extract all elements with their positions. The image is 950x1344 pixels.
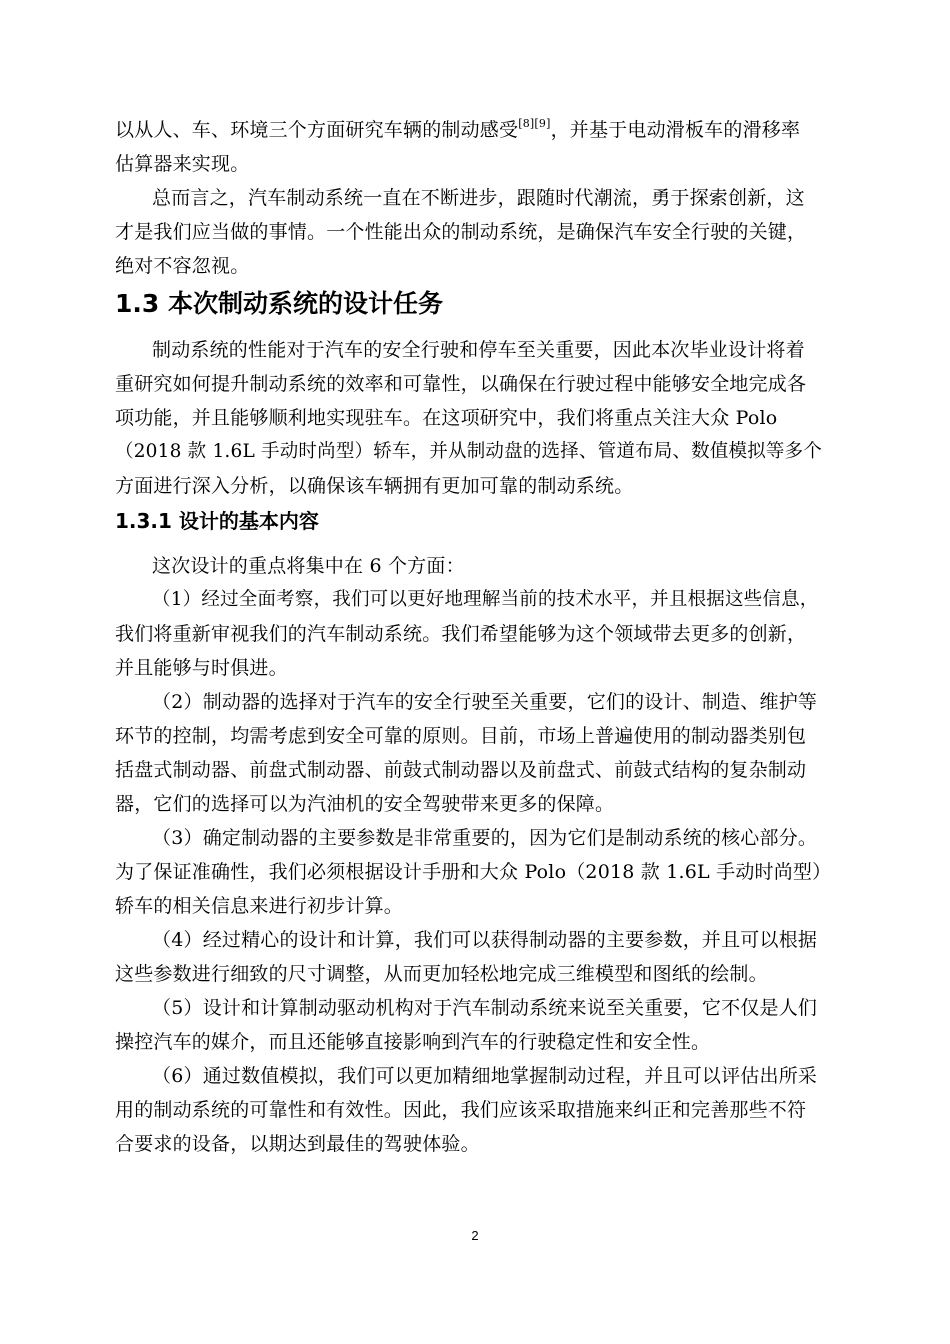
list-item-line: （3）确定制动器的主要参数是非常重要的，因为它们是制动系统的核心部分。 <box>152 827 818 849</box>
list-item-line: 器，它们的选择可以为汽油机的安全驾驶带来更多的保障。 <box>115 793 615 815</box>
paragraph-line: 估算器来实现。 <box>115 153 250 175</box>
paragraph-line: 总而言之，汽车制动系统一直在不断进步，跟随时代潮流，勇于探索创新，这 <box>152 187 805 209</box>
list-item-line: （2）制动器的选择对于汽车的安全行驶至关重要，它们的设计、制造、维护等 <box>152 691 818 713</box>
text-run: ，并基于电动滑板车的滑移率 <box>550 119 801 141</box>
list-item-line: 并且能够与时俱进。 <box>115 657 288 679</box>
paragraph-line: 绝对不容忽视。 <box>115 255 250 277</box>
list-item-line: 为了保证准确性，我们必须根据设计手册和大众 Polo（2018 款 1.6L 手动时尚型） <box>115 861 832 883</box>
list-item-line: 我们将重新审视我们的汽车制动系统。我们希望能够为这个领域带去更多的创新， <box>115 623 807 645</box>
list-item-line: 括盘式制动器、前盘式制动器、前鼓式制动器以及前盘式、前鼓式结构的复杂制动 <box>115 759 807 781</box>
list-item-line: （6）通过数值模拟，我们可以更加精细地掌握制动过程，并且可以评估出所采 <box>152 1065 818 1087</box>
list-item-line: （5）设计和计算制动驱动机构对于汽车制动系统来说至关重要，它不仅是人们 <box>152 997 818 1019</box>
page-number: 2 <box>471 1228 479 1243</box>
list-item-line: 用的制动系统的可靠性和有效性。因此，我们应该采取措施来纠正和完善那些不符 <box>115 1099 807 1121</box>
list-item-line: 这些参数进行细致的尺寸调整，从而更加轻松地完成三维模型和图纸的绘制。 <box>115 963 768 985</box>
text-run: 以从人、车、环境三个方面研究车辆的制动感受 <box>115 119 519 141</box>
paragraph-line: 这次设计的重点将集中在 6 个方面： <box>152 555 465 577</box>
list-item-line: （1）经过全面考察，我们可以更好地理解当前的技术水平，并且根据这些信息， <box>152 589 819 610</box>
citation-reference[interactable]: [8][9] <box>518 117 551 130</box>
list-item-line: 合要求的设备，以期达到最佳的驾驶体验。 <box>115 1133 480 1155</box>
section-heading: 1.3 本次制动系统的设计任务 <box>115 289 443 318</box>
list-item-line: 操控汽车的媒介，而且还能够直接影响到汽车的行驶稳定性和安全性。 <box>115 1031 711 1053</box>
paragraph-line: 项功能，并且能够顺利地实现驻车。在这项研究中，我们将重点关注大众 Polo <box>115 407 778 429</box>
paragraph-line: 方面进行深入分析，以确保该车辆拥有更加可靠的制动系统。 <box>115 475 634 497</box>
list-item-line: 环节的控制，均需考虑到安全可靠的原则。目前，市场上普遍使用的制动器类别包 <box>115 725 807 747</box>
subsection-heading: 1.3.1 设计的基本内容 <box>115 509 319 533</box>
paragraph-line: 制动系统的性能对于汽车的安全行驶和停车至关重要，因此本次毕业设计将着 <box>152 339 805 361</box>
list-item-line: （4）经过精心的设计和计算，我们可以获得制动器的主要参数，并且可以根据 <box>152 929 818 951</box>
paragraph-line: （2018 款 1.6L 手动时尚型）轿车，并从制动盘的选择、管道布局、数值模拟等多个 <box>115 441 823 462</box>
paragraph-line: 才是我们应当做的事情。一个性能出众的制动系统，是确保汽车安全行驶的关键， <box>115 221 807 243</box>
paragraph-line: 重研究如何提升制动系统的效率和可靠性，以确保在行驶过程中能够安全地完成各 <box>115 373 807 395</box>
paragraph-line <box>115 117 800 143</box>
list-item-line: 轿车的相关信息来进行初步计算。 <box>115 895 404 917</box>
